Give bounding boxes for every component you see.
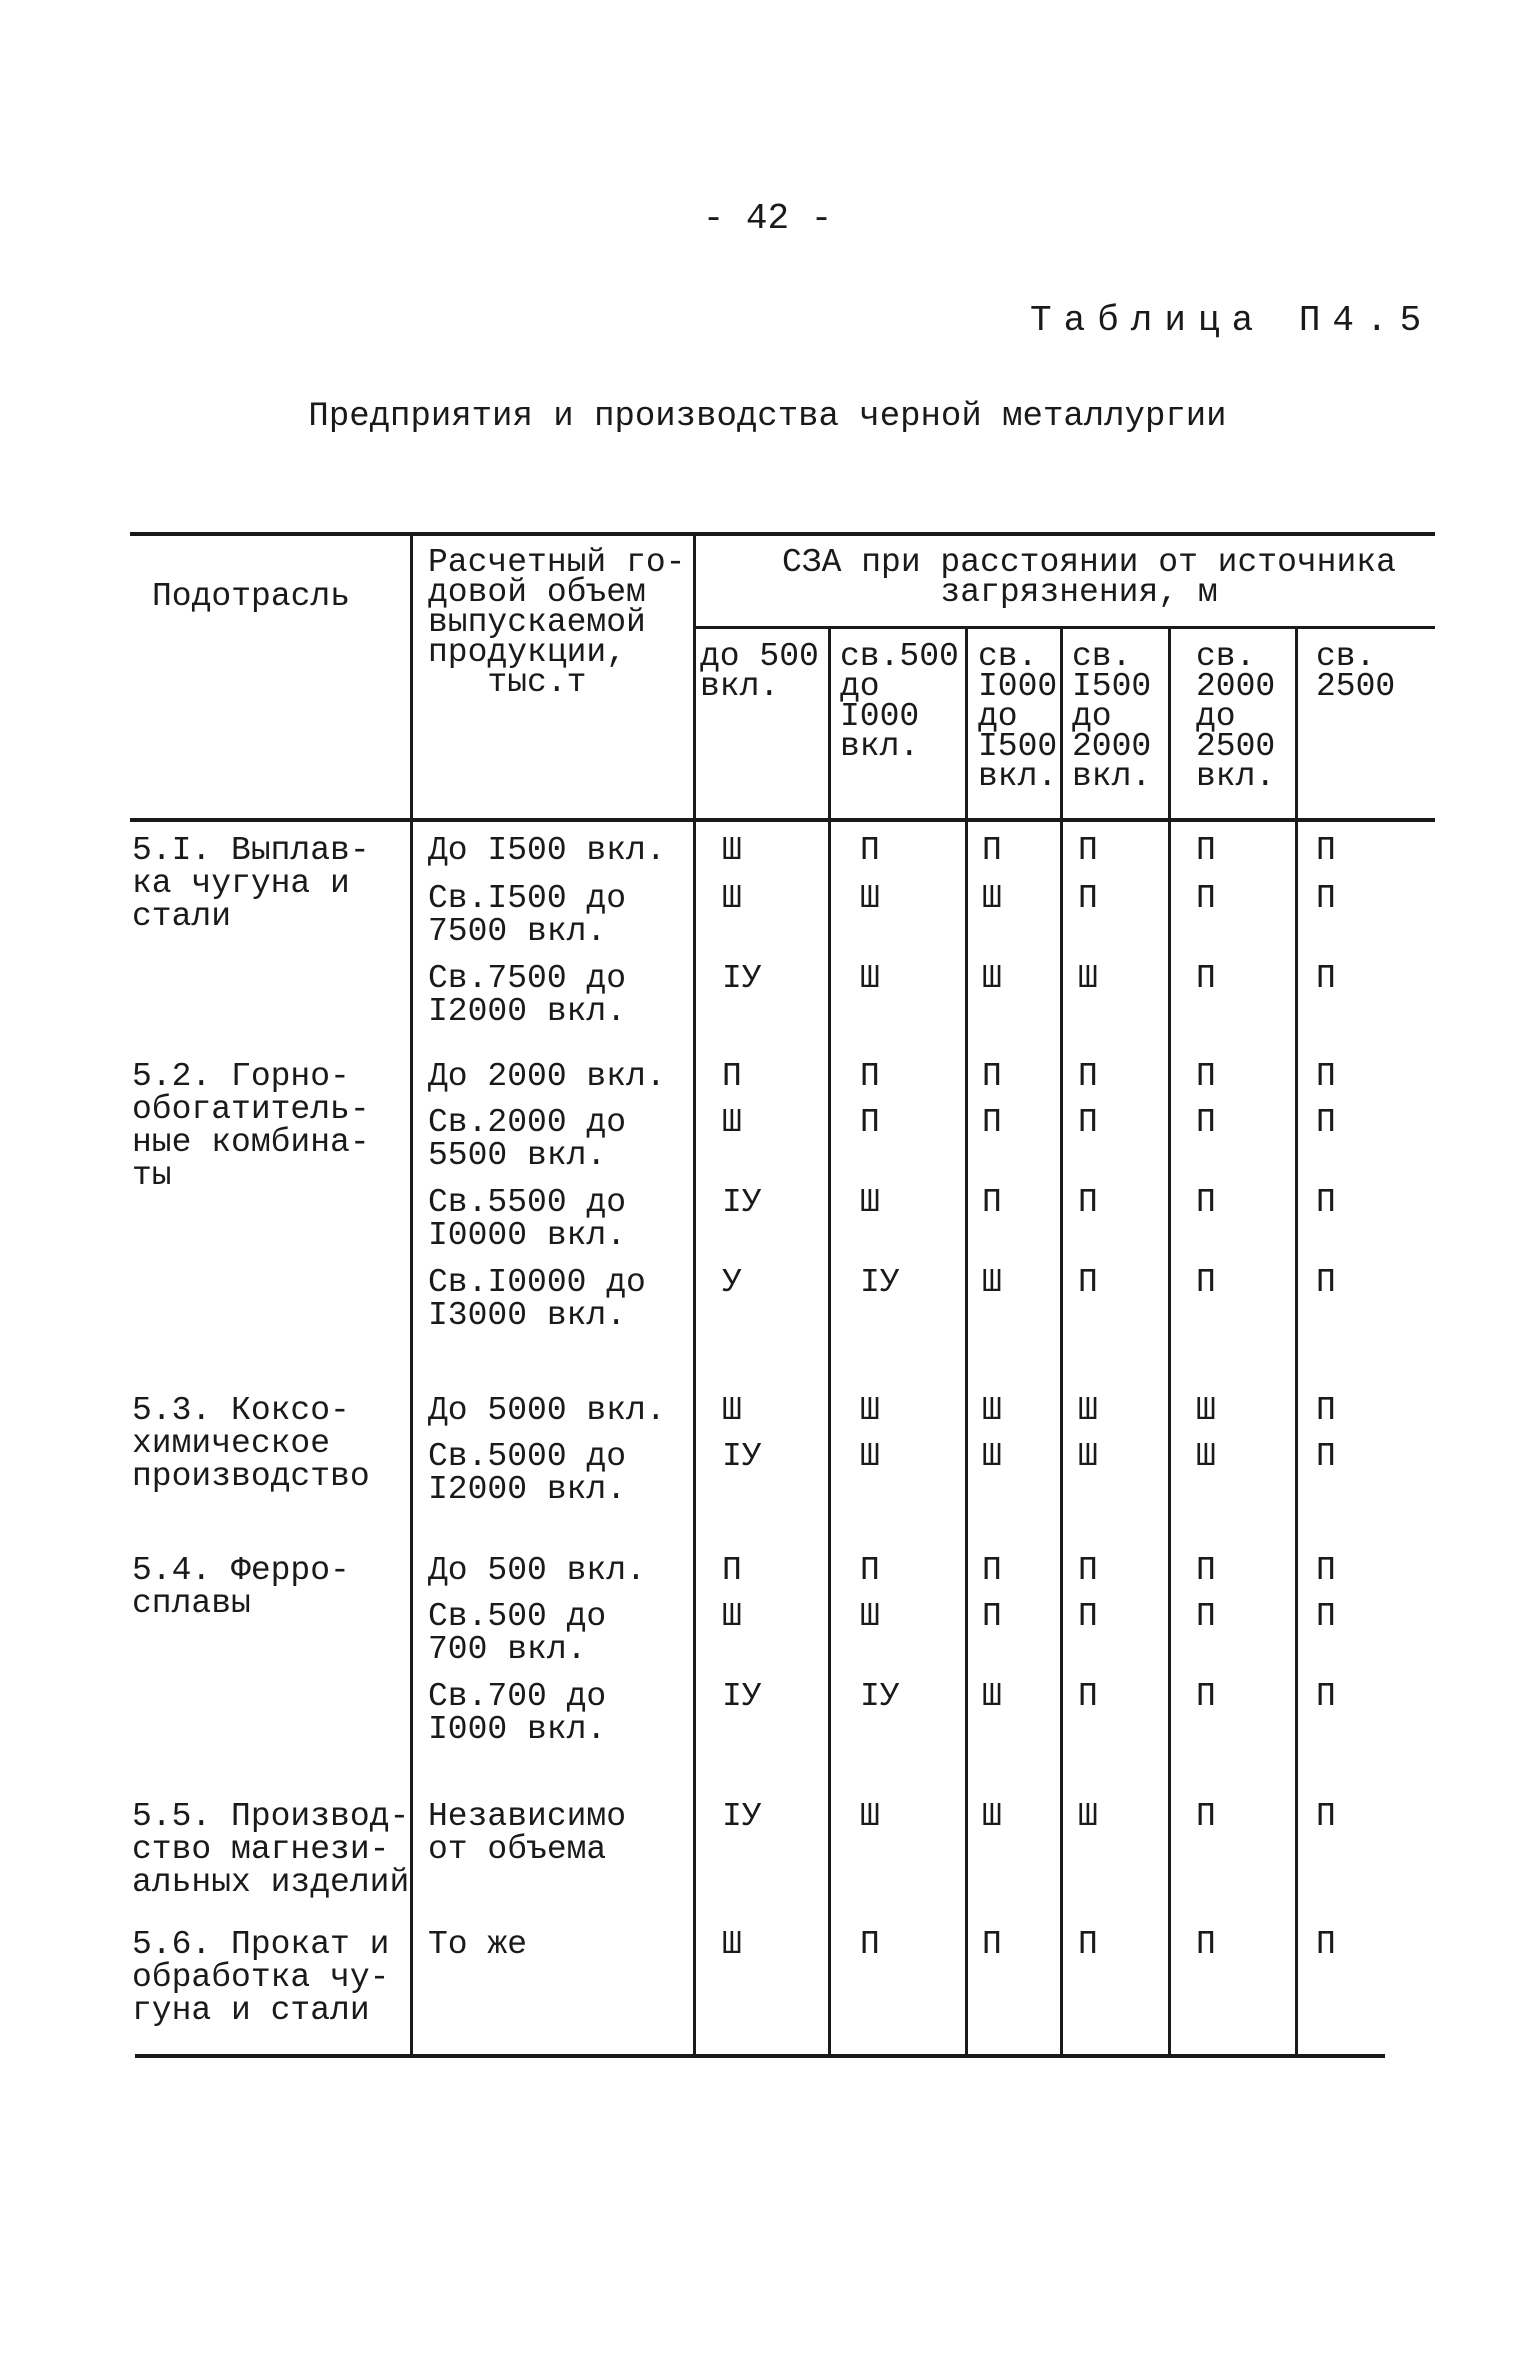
header-sza: СЗА при расстоянии от источника загрязнения, м [782, 544, 1396, 611]
row-value: П [1316, 832, 1336, 869]
row-value: П [1316, 960, 1336, 997]
row-value: П [722, 1552, 742, 1589]
row-value: П [1196, 880, 1216, 917]
row-value: П [1316, 1184, 1336, 1221]
row-volume: Св.5000 до I2000 вкл. [428, 1438, 627, 1508]
header-distance-5: св. 2000 до 2500 вкл. [1196, 638, 1276, 795]
group-name: 5.6. Прокат и обработка чу- гуна и стали [132, 1926, 390, 2029]
row-value: Ш [722, 1104, 742, 1141]
row-volume: Св.2000 до 5500 вкл. [428, 1104, 627, 1174]
table-title: Предприятия и производства черной металлургии [308, 398, 1227, 436]
row-value: П [722, 1058, 742, 1095]
row-value: IУ [860, 1678, 900, 1715]
row-value: П [860, 1058, 880, 1095]
row-value: П [1196, 1552, 1216, 1589]
row-value: Ш [982, 1798, 1002, 1835]
row-volume: Св.700 до I000 вкл. [428, 1678, 607, 1748]
row-value: Ш [1078, 1392, 1098, 1429]
row-value: П [1316, 1438, 1336, 1475]
row-value: Ш [722, 832, 742, 869]
row-value: П [1196, 1798, 1216, 1835]
row-value: П [1196, 1264, 1216, 1301]
col-divider-subsector [410, 535, 413, 2054]
col-divider-d1 [828, 628, 831, 2054]
header-volume: Расчетный го- довой объем выпускаемой продукции, тыс.т [428, 544, 686, 701]
row-value: У [722, 1264, 742, 1301]
table-label: Таблица П4.5 [1030, 300, 1434, 341]
row-value: П [1316, 1264, 1336, 1301]
row-volume: Св.I500 до 7500 вкл. [428, 880, 627, 950]
col-divider-volume [693, 535, 696, 2054]
row-value: П [1078, 1264, 1098, 1301]
row-value: П [1196, 960, 1216, 997]
table-bottom-rule [135, 2054, 1385, 2058]
row-value: П [860, 1104, 880, 1141]
row-value: Ш [982, 1438, 1002, 1475]
row-value: П [1196, 1058, 1216, 1095]
group-name: 5.5. Производ- ство магнези- альных изделий [132, 1798, 410, 1901]
row-value: Ш [982, 1392, 1002, 1429]
row-value: П [1078, 832, 1098, 869]
row-value: П [1078, 880, 1098, 917]
row-value: П [1316, 1598, 1336, 1635]
row-value: П [1196, 1926, 1216, 1963]
row-value: П [982, 1058, 1002, 1095]
row-value: Ш [722, 1598, 742, 1635]
group-name: 5.4. Ферро- сплавы [132, 1552, 350, 1622]
row-value: Ш [860, 1438, 880, 1475]
row-value: П [982, 832, 1002, 869]
row-value: Ш [860, 1184, 880, 1221]
row-value: П [1078, 1926, 1098, 1963]
row-value: Ш [982, 880, 1002, 917]
row-value: Ш [722, 880, 742, 917]
row-value: П [1316, 880, 1336, 917]
row-value: П [860, 832, 880, 869]
row-value: Ш [860, 1798, 880, 1835]
row-value: П [1316, 1798, 1336, 1835]
row-value: П [1078, 1058, 1098, 1095]
row-volume: Св.7500 до I2000 вкл. [428, 960, 627, 1030]
row-volume: Независимо от объема [428, 1798, 627, 1868]
row-volume: То же [428, 1926, 528, 1963]
row-value: Ш [1078, 960, 1098, 997]
row-value: Ш [982, 1678, 1002, 1715]
header-distance-3: св. I000 до I500 вкл. [978, 638, 1058, 795]
row-value: П [1078, 1678, 1098, 1715]
row-value: Ш [1196, 1392, 1216, 1429]
row-value: IУ [860, 1264, 900, 1301]
row-value: Ш [1196, 1438, 1216, 1475]
group-name: 5.2. Горно- обогатитель- ные комбина- ты [132, 1058, 370, 1194]
row-value: П [1196, 1598, 1216, 1635]
group-name: 5.I. Выплав- ка чугуна и стали [132, 832, 370, 935]
page-number: - 42 - [702, 198, 833, 239]
row-value: Ш [982, 960, 1002, 997]
row-value: IУ [722, 1678, 762, 1715]
col-divider-d2 [965, 628, 968, 2054]
row-value: П [1316, 1926, 1336, 1963]
header-distance-2: св.500 до I000 вкл. [840, 638, 959, 765]
table-top-rule [130, 532, 1435, 536]
header-distance-6: св. 2500 [1316, 638, 1396, 705]
group-name: 5.3. Коксо- химическое производство [132, 1392, 370, 1495]
row-value: П [1196, 1104, 1216, 1141]
row-volume: До 2000 вкл. [428, 1058, 666, 1095]
header-distance-4: св. I500 до 2000 вкл. [1072, 638, 1152, 795]
col-divider-d5 [1295, 628, 1298, 2054]
header-subsector: Подотрасль [152, 578, 351, 615]
row-value: Ш [982, 1264, 1002, 1301]
row-value: Ш [722, 1392, 742, 1429]
row-value: П [982, 1552, 1002, 1589]
row-volume: Св.500 до 700 вкл. [428, 1598, 607, 1668]
row-value: Ш [1078, 1438, 1098, 1475]
row-value: П [1196, 832, 1216, 869]
header-sub-rule [693, 626, 1435, 629]
row-value: Ш [860, 1598, 880, 1635]
header-bottom-rule [130, 818, 1435, 822]
row-value: П [1316, 1552, 1336, 1589]
row-value: Ш [860, 880, 880, 917]
row-value: П [1316, 1392, 1336, 1429]
row-value: IУ [722, 960, 762, 997]
row-value: П [860, 1926, 880, 1963]
header-distance-1: до 500 вкл. [700, 638, 819, 705]
row-value: Ш [1078, 1798, 1098, 1835]
row-value: IУ [722, 1798, 762, 1835]
row-volume: До I500 вкл. [428, 832, 666, 869]
row-value: П [1196, 1184, 1216, 1221]
row-value: П [1078, 1184, 1098, 1221]
col-divider-d4 [1168, 628, 1171, 2054]
row-value: П [1196, 1678, 1216, 1715]
row-value: П [1078, 1552, 1098, 1589]
row-value: П [982, 1926, 1002, 1963]
row-value: П [982, 1104, 1002, 1141]
row-volume: До 500 вкл. [428, 1552, 646, 1589]
row-value: Ш [722, 1926, 742, 1963]
row-value: Ш [860, 1392, 880, 1429]
row-value: П [982, 1184, 1002, 1221]
row-value: П [1078, 1598, 1098, 1635]
row-volume: До 5000 вкл. [428, 1392, 666, 1429]
row-value: П [1316, 1104, 1336, 1141]
col-divider-d3 [1060, 628, 1063, 2054]
row-value: П [1316, 1058, 1336, 1095]
row-value: П [982, 1598, 1002, 1635]
row-value: П [1078, 1104, 1098, 1141]
row-value: IУ [722, 1184, 762, 1221]
row-volume: Св.I0000 до I3000 вкл. [428, 1264, 646, 1334]
row-value: П [1316, 1678, 1336, 1715]
row-value: Ш [860, 960, 880, 997]
row-value: IУ [722, 1438, 762, 1475]
row-value: П [860, 1552, 880, 1589]
row-volume: Св.5500 до I0000 вкл. [428, 1184, 627, 1254]
